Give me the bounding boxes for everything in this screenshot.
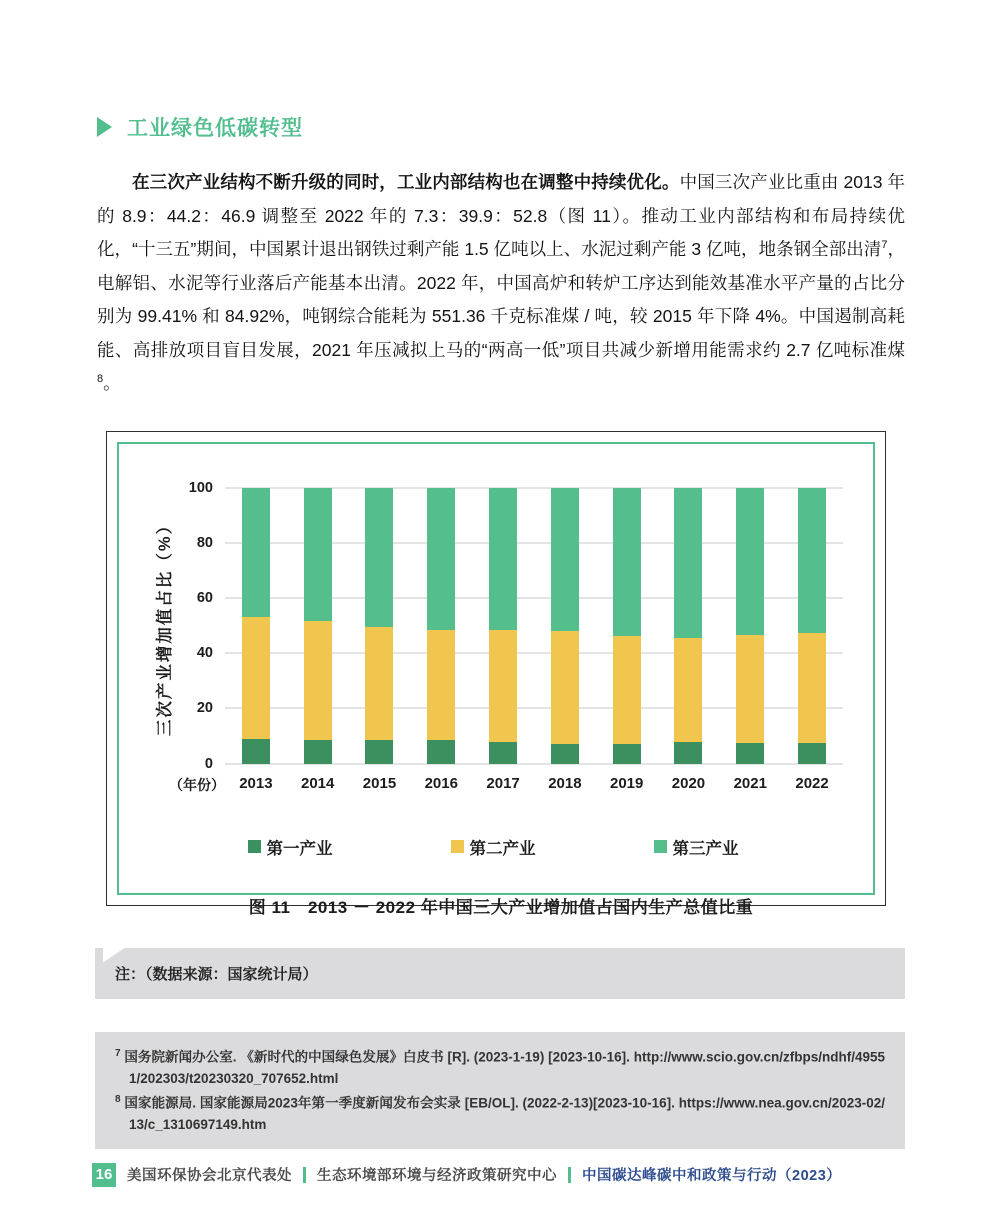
bars — [225, 488, 843, 764]
bar-segment — [489, 488, 517, 630]
x-tick-label: 2020 — [671, 774, 706, 792]
bar-segment — [736, 743, 764, 763]
x-tick-label: 2014 — [301, 774, 335, 792]
bar-segment — [365, 627, 393, 740]
footer-report-title: 中国碳达峰碳中和政策与行动（2023） — [582, 1168, 842, 1184]
stacked-bar — [489, 488, 517, 764]
y-tick-label: 60 — [196, 589, 213, 606]
chart-panel — [117, 442, 875, 895]
x-tick-label: 2016 — [424, 774, 458, 792]
bar-segment — [489, 630, 517, 742]
figure-frame — [106, 431, 886, 906]
bar-segment — [304, 621, 332, 740]
bar-segment — [736, 635, 764, 744]
legend-item — [248, 835, 333, 859]
footnote-7-text: 国务院新闻办公室. 《新时代的中国绿色发展》白皮书 [R]. (2023-1-19) [2023-10-16]. http://www.scio.gov.cn/zfbps/ndhf/49551/202303/t20230320_707652.html — [124, 1049, 885, 1086]
y-ticks — [185, 479, 225, 772]
bar-segment — [798, 633, 826, 743]
footer-separator — [303, 1167, 306, 1183]
x-tick-label: 2021 — [733, 774, 767, 792]
footnote-7-marker: 7 — [115, 1047, 121, 1059]
x-tick-label: 2022 — [795, 774, 829, 792]
plot-area — [225, 488, 843, 764]
bar-segment — [551, 488, 579, 632]
stacked-bar — [798, 488, 826, 764]
page-footer — [92, 1163, 905, 1187]
stacked-bar — [304, 488, 332, 764]
bar-segment — [427, 740, 455, 764]
bar-segment — [427, 488, 455, 630]
bar-column — [719, 488, 781, 764]
bar-column — [349, 488, 411, 764]
bar-segment — [798, 743, 826, 763]
chart-plot-row — [129, 479, 857, 772]
y-axis-title: 三次产业增加值占比（%） — [156, 515, 174, 736]
x-axis-unit-label: （年份） — [169, 776, 225, 793]
note-text: 注：（数据来源：国家统计局） — [115, 965, 318, 983]
bar-segment — [489, 742, 517, 764]
legend-label: 第一产业 — [266, 839, 333, 858]
footnote-7 — [115, 1043, 885, 1090]
legend-swatch-icon — [451, 840, 464, 853]
bar-column — [534, 488, 596, 764]
bar-segment — [427, 630, 455, 740]
bar-segment — [674, 638, 702, 742]
footnote-marker-7: 7 — [881, 239, 888, 252]
footer-org-2: 生态环境部环境与经济政策研究中心 — [317, 1168, 557, 1184]
stacked-bar — [242, 488, 270, 764]
section-heading — [97, 112, 905, 142]
bar-segment — [674, 488, 702, 638]
legend-item — [451, 835, 536, 859]
y-tick-label: 0 — [204, 755, 213, 772]
footnotes-block — [95, 1032, 905, 1149]
bar-segment — [613, 488, 641, 637]
section-title: 工业绿色低碳转型 — [127, 117, 303, 140]
bar-segment — [736, 488, 764, 635]
stacked-bar — [736, 488, 764, 764]
bar-segment — [613, 744, 641, 764]
x-tick-label: 2015 — [362, 774, 397, 792]
x-tick-label: 2013 — [239, 774, 273, 792]
x-tick-label: 2017 — [486, 774, 520, 792]
triangle-bullet-icon — [97, 117, 112, 137]
paragraph-body-2: ，电解铝、水泥等行业落后产能基本出清。2022 年，中国高炉和转炉工序达到能效基准水平产量的占比分别为 99.41% 和 84.92%，吨钢综合能耗为 551.36 千克标准煤 / 吨，较 2015 年下降 4%。中国遏制高耗能、高排放项目盲目发展，2021 年压减拟上马的“两高一低”项目共减少新增用能需求约 2.7 亿吨标准煤 — [97, 239, 905, 360]
bar-segment — [551, 631, 579, 743]
bar-segment — [242, 488, 270, 617]
bar-column — [658, 488, 720, 764]
stacked-bar — [365, 488, 393, 764]
bar-column — [225, 488, 287, 764]
paragraph-body-3: 。 — [103, 373, 121, 393]
stacked-bar — [674, 488, 702, 764]
paragraph-body-1: 中国三次产业比重由 2013 年的 8.9：44.2：46.9 调整至 2022 年的 7.3：39.9：52.8（图 11）。推动工业内部结构和布局持续优化，“十三五”期间，中国累计退出钢铁过剩产能 1.5 亿吨以上、水泥过剩产能 3 亿吨，地条钢全部出清 — [97, 172, 906, 259]
body-paragraph — [97, 166, 905, 401]
footer-separator — [568, 1167, 571, 1183]
legend-label: 第二产业 — [469, 839, 536, 858]
bar-segment — [798, 488, 826, 634]
bar-column — [596, 488, 658, 764]
bar-segment — [613, 636, 641, 744]
footnote-marker-8: 8 — [97, 373, 104, 386]
stacked-bar — [427, 488, 455, 764]
legend-label: 第三产业 — [672, 839, 739, 858]
bar-segment — [242, 739, 270, 764]
bar-segment — [242, 617, 270, 739]
legend — [129, 835, 857, 859]
stacked-bar — [551, 488, 579, 764]
bar-column — [410, 488, 472, 764]
x-tick-label: 2018 — [548, 774, 582, 792]
footnote-8-marker: 8 — [115, 1094, 121, 1105]
legend-swatch-icon — [654, 840, 667, 853]
paragraph-lead-sentence: 在三次产业结构不断升级的同时，工业内部结构也在调整中持续优化。 — [132, 172, 680, 192]
bar-column — [781, 488, 843, 764]
y-axis — [129, 479, 225, 772]
y-tick-label: 100 — [188, 479, 213, 496]
stacked-bar-chart — [129, 479, 857, 859]
legend-item — [654, 835, 739, 859]
stacked-bar — [613, 488, 641, 764]
x-tick-label: 2019 — [609, 774, 644, 792]
y-tick-label: 40 — [196, 645, 213, 662]
legend-swatch-icon — [248, 840, 261, 853]
x-axis — [129, 775, 857, 795]
note-notch-icon — [103, 948, 125, 963]
bar-column — [287, 488, 349, 764]
footnote-8-text: 国家能源局. 国家能源局2023年第一季度新闻发布会实录 [EB/OL]. (2022-2-13)[2023-10-16]. https://www.nea.gov.cn/2023-02/13/c_1310697149.htm — [124, 1095, 885, 1132]
data-source-note — [95, 948, 905, 999]
footer-org-1: 美国环保协会北京代表处 — [127, 1168, 292, 1184]
bar-segment — [304, 488, 332, 621]
bar-segment — [304, 740, 332, 764]
footnote-8 — [115, 1089, 885, 1136]
figure-caption: 图 11 2013 － 2022 年中国三大产业增加值占国内生产总值比重 — [248, 897, 754, 917]
bar-segment — [365, 488, 393, 627]
x-ticks — [225, 775, 843, 795]
bar-segment — [551, 744, 579, 764]
bar-segment — [365, 740, 393, 763]
y-tick-label: 20 — [196, 700, 213, 717]
bar-segment — [674, 742, 702, 763]
bar-column — [472, 488, 534, 764]
y-tick-label: 80 — [196, 534, 213, 551]
page-number-badge: 16 — [92, 1163, 116, 1187]
